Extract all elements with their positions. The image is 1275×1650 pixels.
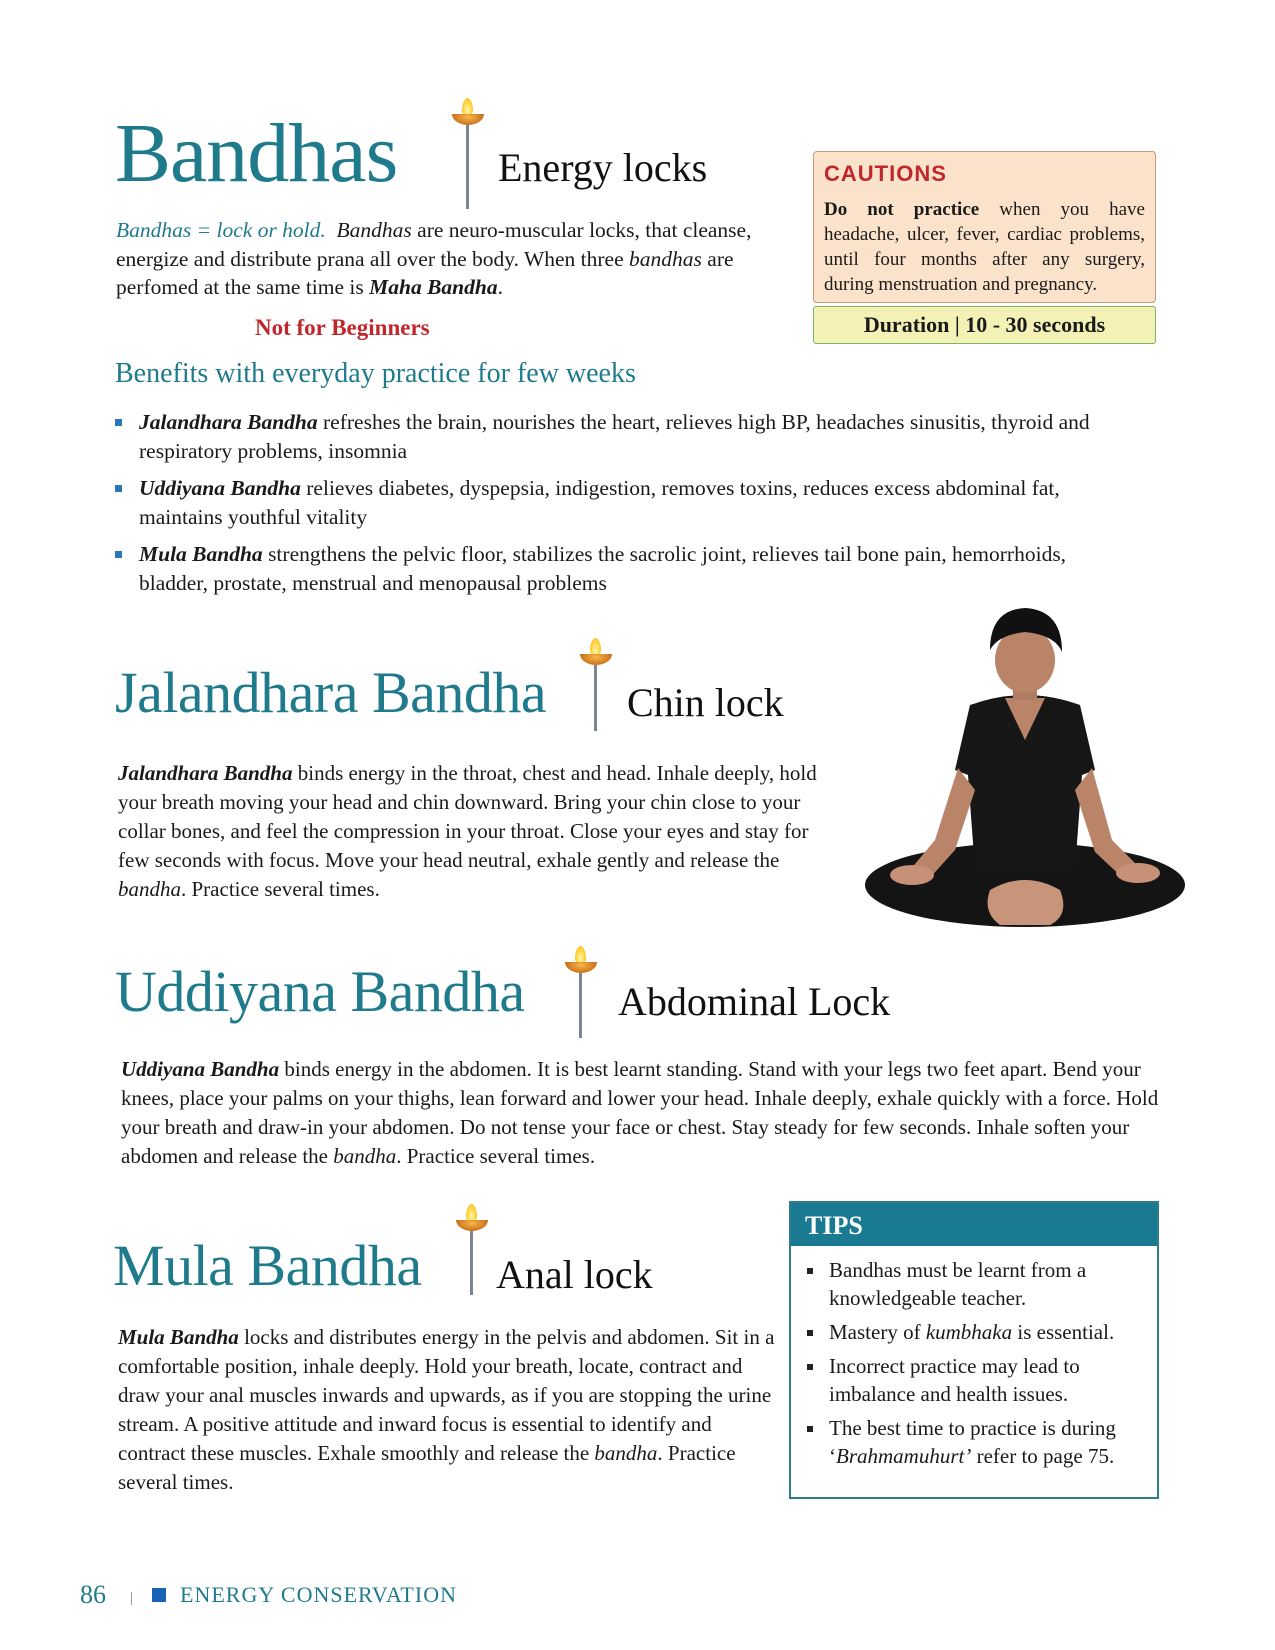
benefit-term: Mula Bandha [139,542,263,566]
section-subtitle: Anal lock [496,1252,653,1297]
section-text: . Practice several times. [396,1144,596,1168]
square-bullet-icon [115,485,122,492]
section-text: binds energy in the throat, chest and head. Inhale deeply, hold your breath moving your head and chin downward. Bring your chin close to your collar bones, and feel the compression in your throat. Close your eyes and stay for few seconds with focus. Move your head neutral, exhale gently and release the [118,761,817,872]
section-body [118,1323,783,1497]
page-number: 86 [80,1580,106,1609]
section-text: . Practice several times. [181,877,380,901]
section-term: Uddiyana Bandha [121,1057,280,1081]
page-title: Bandhas [115,107,398,200]
footer-divider [131,1592,132,1605]
tip-text: is essential. [1012,1320,1115,1344]
beginner-warning: Not for Beginners [255,315,430,340]
intro-text: are neuro-muscular locks, that cleanse, energize and distribute prana all over the body. When three [116,218,752,271]
section-title: Mula Bandha [113,1233,422,1298]
benefits-list [115,408,1135,606]
tip-text: The best time to practice is during ‘ [829,1416,1116,1468]
intro-term: Maha Bandha [369,275,498,299]
tip-text: Mastery of [829,1320,926,1344]
benefit-item [115,540,1135,597]
benefit-term: Uddiyana Bandha [139,476,301,500]
cautions-body: when you have headache, ulcer, fever, cardiac problems, until four months after any surgery, during menstruation and pregnancy. [824,199,1145,295]
intro-paragraph [116,216,781,302]
tip-item [805,1318,1147,1346]
section-term: Mula Bandha [118,1325,239,1349]
tip-italic: Brahmamuhurt’ [836,1444,972,1468]
cautions-lead: Do not practice [824,199,980,220]
benefit-item [115,408,1135,465]
benefit-item [115,474,1135,531]
section-subtitle: Chin lock [627,680,784,725]
definition: Bandhas = lock or hold. [116,218,326,242]
section-body [121,1055,1161,1171]
cautions-box [813,151,1156,303]
intro-text: are perfomed at the same time is [116,246,734,299]
benefit-text: strengthens the pelvic floor, stabilizes the sacrolic joint, relieves tail bone pain, hemorrhoids, bladder, prostate, menstrual and menopausal problems [139,542,1067,595]
square-bullet-icon [807,1364,813,1370]
tips-list [791,1246,1157,1484]
tip-item [805,1414,1147,1470]
tips-box [789,1201,1159,1499]
tip-item [805,1352,1147,1408]
square-bullet-icon [115,419,122,426]
duration-badge: Duration | 10 - 30 seconds [813,306,1156,344]
benefit-text: relieves diabetes, dyspepsia, indigestion, removes toxins, reduces excess abdominal fat, maintains youthful vitality [139,476,1060,529]
square-bullet-icon [807,1426,813,1432]
tip-item [805,1256,1147,1312]
cautions-text [824,197,1145,297]
seated-meditation-figure [850,590,1195,940]
benefit-text: refreshes the brain, nourishes the heart, relieves high BP, headaches sinusitis, thyroid and respiratory problems, insomnia [139,410,1090,463]
square-bullet-icon [807,1268,813,1274]
section-title: Jalandhara Bandha [115,660,547,725]
tip-italic: kumbhaka [925,1320,1013,1344]
yoga-pose-photo [850,590,1195,940]
section-italic: bandha [594,1441,658,1465]
section-term: Jalandhara Bandha [118,761,293,785]
benefits-heading: Benefits with everyday practice for few weeks [115,358,636,389]
tip-text: Bandhas must be learnt from a knowledgeable teacher. [829,1258,1087,1310]
square-bullet-icon [115,551,122,558]
intro-term: Bandhas [336,218,412,242]
section-text: . Practice several times. [118,1441,736,1494]
page-subtitle: Energy locks [498,145,708,190]
intro-term: bandhas [629,246,702,271]
section-title: Uddiyana Bandha [115,959,525,1024]
section-subtitle: Abdominal Lock [618,979,891,1024]
cautions-title: CAUTIONS [824,161,947,186]
section-text: locks and distributes energy in the pelvis and abdomen. Sit in a comfortable position, inhale deeply. Hold your breath, locate, contract and draw your anal muscles inwards and upwards, as if you are stopping the urine stream. A positive attitude and inward focus is essential to identify and contract these muscles. Exhale smoothly and release the [118,1325,775,1465]
section-body [118,759,833,904]
tip-text: refer to page 75. [971,1444,1115,1468]
section-italic: bandha [118,877,181,901]
benefit-term: Jalandhara Bandha [139,410,318,434]
section-italic: bandha [333,1144,397,1168]
tips-title: TIPS [791,1203,1157,1246]
tip-text: Incorrect practice may lead to imbalance and health issues. [829,1354,1080,1406]
square-bullet-icon [152,1588,166,1602]
footer-section-label: ENERGY CONSERVATION [180,1582,457,1607]
intro-text: . [497,275,503,299]
section-text: binds energy in the abdomen. It is best learnt standing. Stand with your legs two feet apart. Bend your knees, place your palms on your thighs, lean forward and lower your head. Inhale deeply, exhale quickly with a force. Hold your breath and draw-in your abdomen. Do not tense your face or chest. Stay steady for few seconds. Inhale soften your abdomen and release the [121,1057,1159,1168]
square-bullet-icon [807,1330,813,1336]
